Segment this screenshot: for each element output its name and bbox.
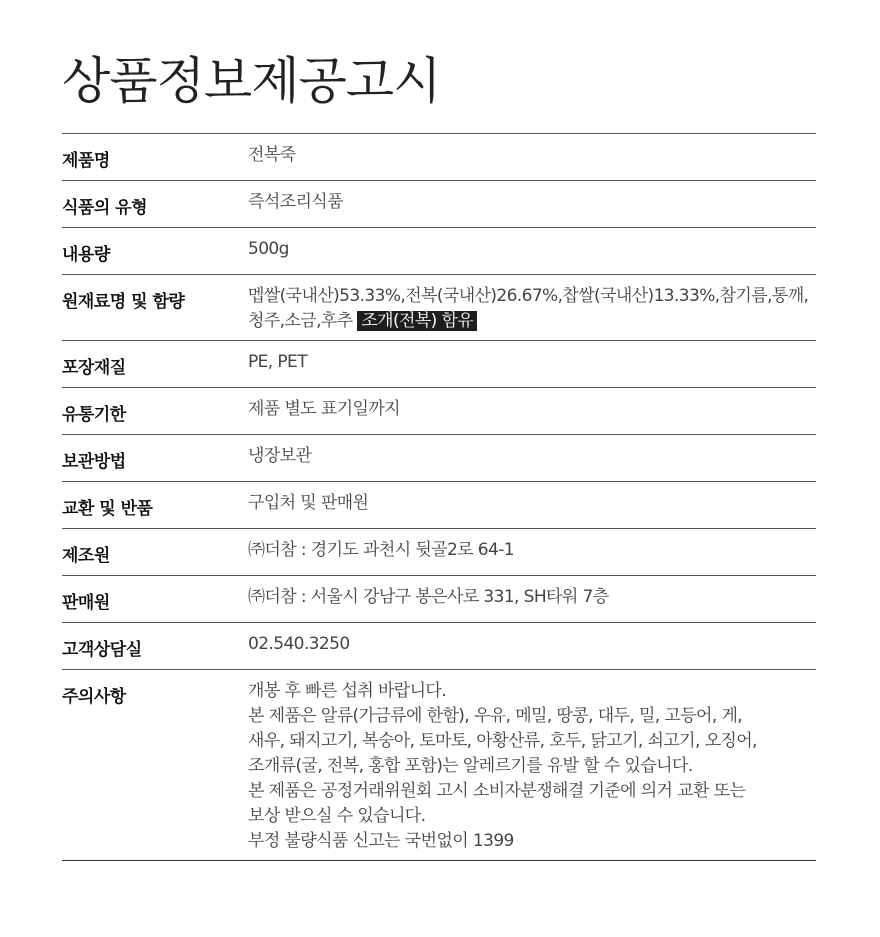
table-row: [62, 275, 816, 341]
row-label: 내용량: [62, 245, 110, 265]
table-row: [62, 181, 816, 228]
row-value: ㈜더참 : 서울시 강남구 봉은사로 331, SH타워 7층: [248, 587, 609, 607]
table-row: [62, 435, 816, 482]
caution-line: 보상 받으실 수 있습니다.: [248, 806, 426, 826]
table-row: [62, 670, 816, 861]
table-row: [62, 576, 816, 623]
page-title: 상품정보제공고시: [62, 52, 441, 110]
row-label: 유통기한: [62, 405, 126, 425]
row-label: 주의사항: [62, 687, 126, 707]
table-row: [62, 341, 816, 388]
row-value: 구입처 및 판매원: [248, 493, 369, 513]
caution-line: 본 제품은 공정거래위원회 고시 소비자분쟁해결 기준에 의거 교환 또는: [248, 781, 746, 801]
table-row: [62, 134, 816, 181]
caution-line: 부정 불량식품 신고는 국번없이 1399: [248, 831, 514, 851]
table-row: [62, 388, 816, 435]
row-value: 전복죽: [248, 145, 296, 165]
row-value: PE, PET: [248, 352, 307, 372]
row-value: 500g: [248, 239, 289, 259]
row-label: 원재료명 및 함량: [62, 292, 185, 312]
caution-line: 개봉 후 빠른 섭취 바랍니다.: [248, 681, 447, 701]
table-row: [62, 482, 816, 529]
caution-line: 본 제품은 알류(가금류에 한함), 우유, 메밀, 땅콩, 대두, 밀, 고등어, 게,: [248, 706, 743, 726]
row-label: 교환 및 반품: [62, 499, 153, 519]
allergen-highlight: 조개(전복) 함유: [357, 311, 477, 331]
row-value: 02.540.3250: [248, 634, 350, 654]
table-row: [62, 228, 816, 275]
ingredients-line: 청주,소금,후추: [248, 311, 353, 331]
row-label: 제품명: [62, 151, 110, 171]
caution-line: 조개류(굴, 전복, 홍합 포함)는 알레르기를 유발 할 수 있습니다.: [248, 756, 693, 776]
caution-line: 새우, 돼지고기, 복숭아, 토마토, 아황산류, 호두, 닭고기, 쇠고기, 오징어,: [248, 731, 757, 751]
row-label: 판매원: [62, 593, 110, 613]
row-value: 냉장보관: [248, 446, 312, 466]
ingredients-line-2: [248, 309, 816, 334]
row-label: 고객상담실: [62, 640, 142, 660]
table-row: [62, 529, 816, 576]
row-value: [248, 272, 816, 340]
row-label: 포장재질: [62, 358, 126, 378]
row-value: 제품 별도 표기일까지: [248, 399, 401, 419]
row-label: 제조원: [62, 546, 110, 566]
row-label: 보관방법: [62, 452, 126, 472]
ingredients-line: 멥쌀(국내산)53.33%,전복(국내산)26.67%,찹쌀(국내산)13.33%,참기름,통깨,: [248, 286, 809, 306]
row-value: [248, 667, 816, 860]
product-info-table: [62, 133, 816, 861]
table-row: [62, 623, 816, 670]
row-value: ㈜더참 : 경기도 과천시 뒷골2로 64-1: [248, 540, 514, 560]
row-label: 식품의 유형: [62, 198, 148, 218]
row-value: 즉석조리식품: [248, 192, 343, 212]
